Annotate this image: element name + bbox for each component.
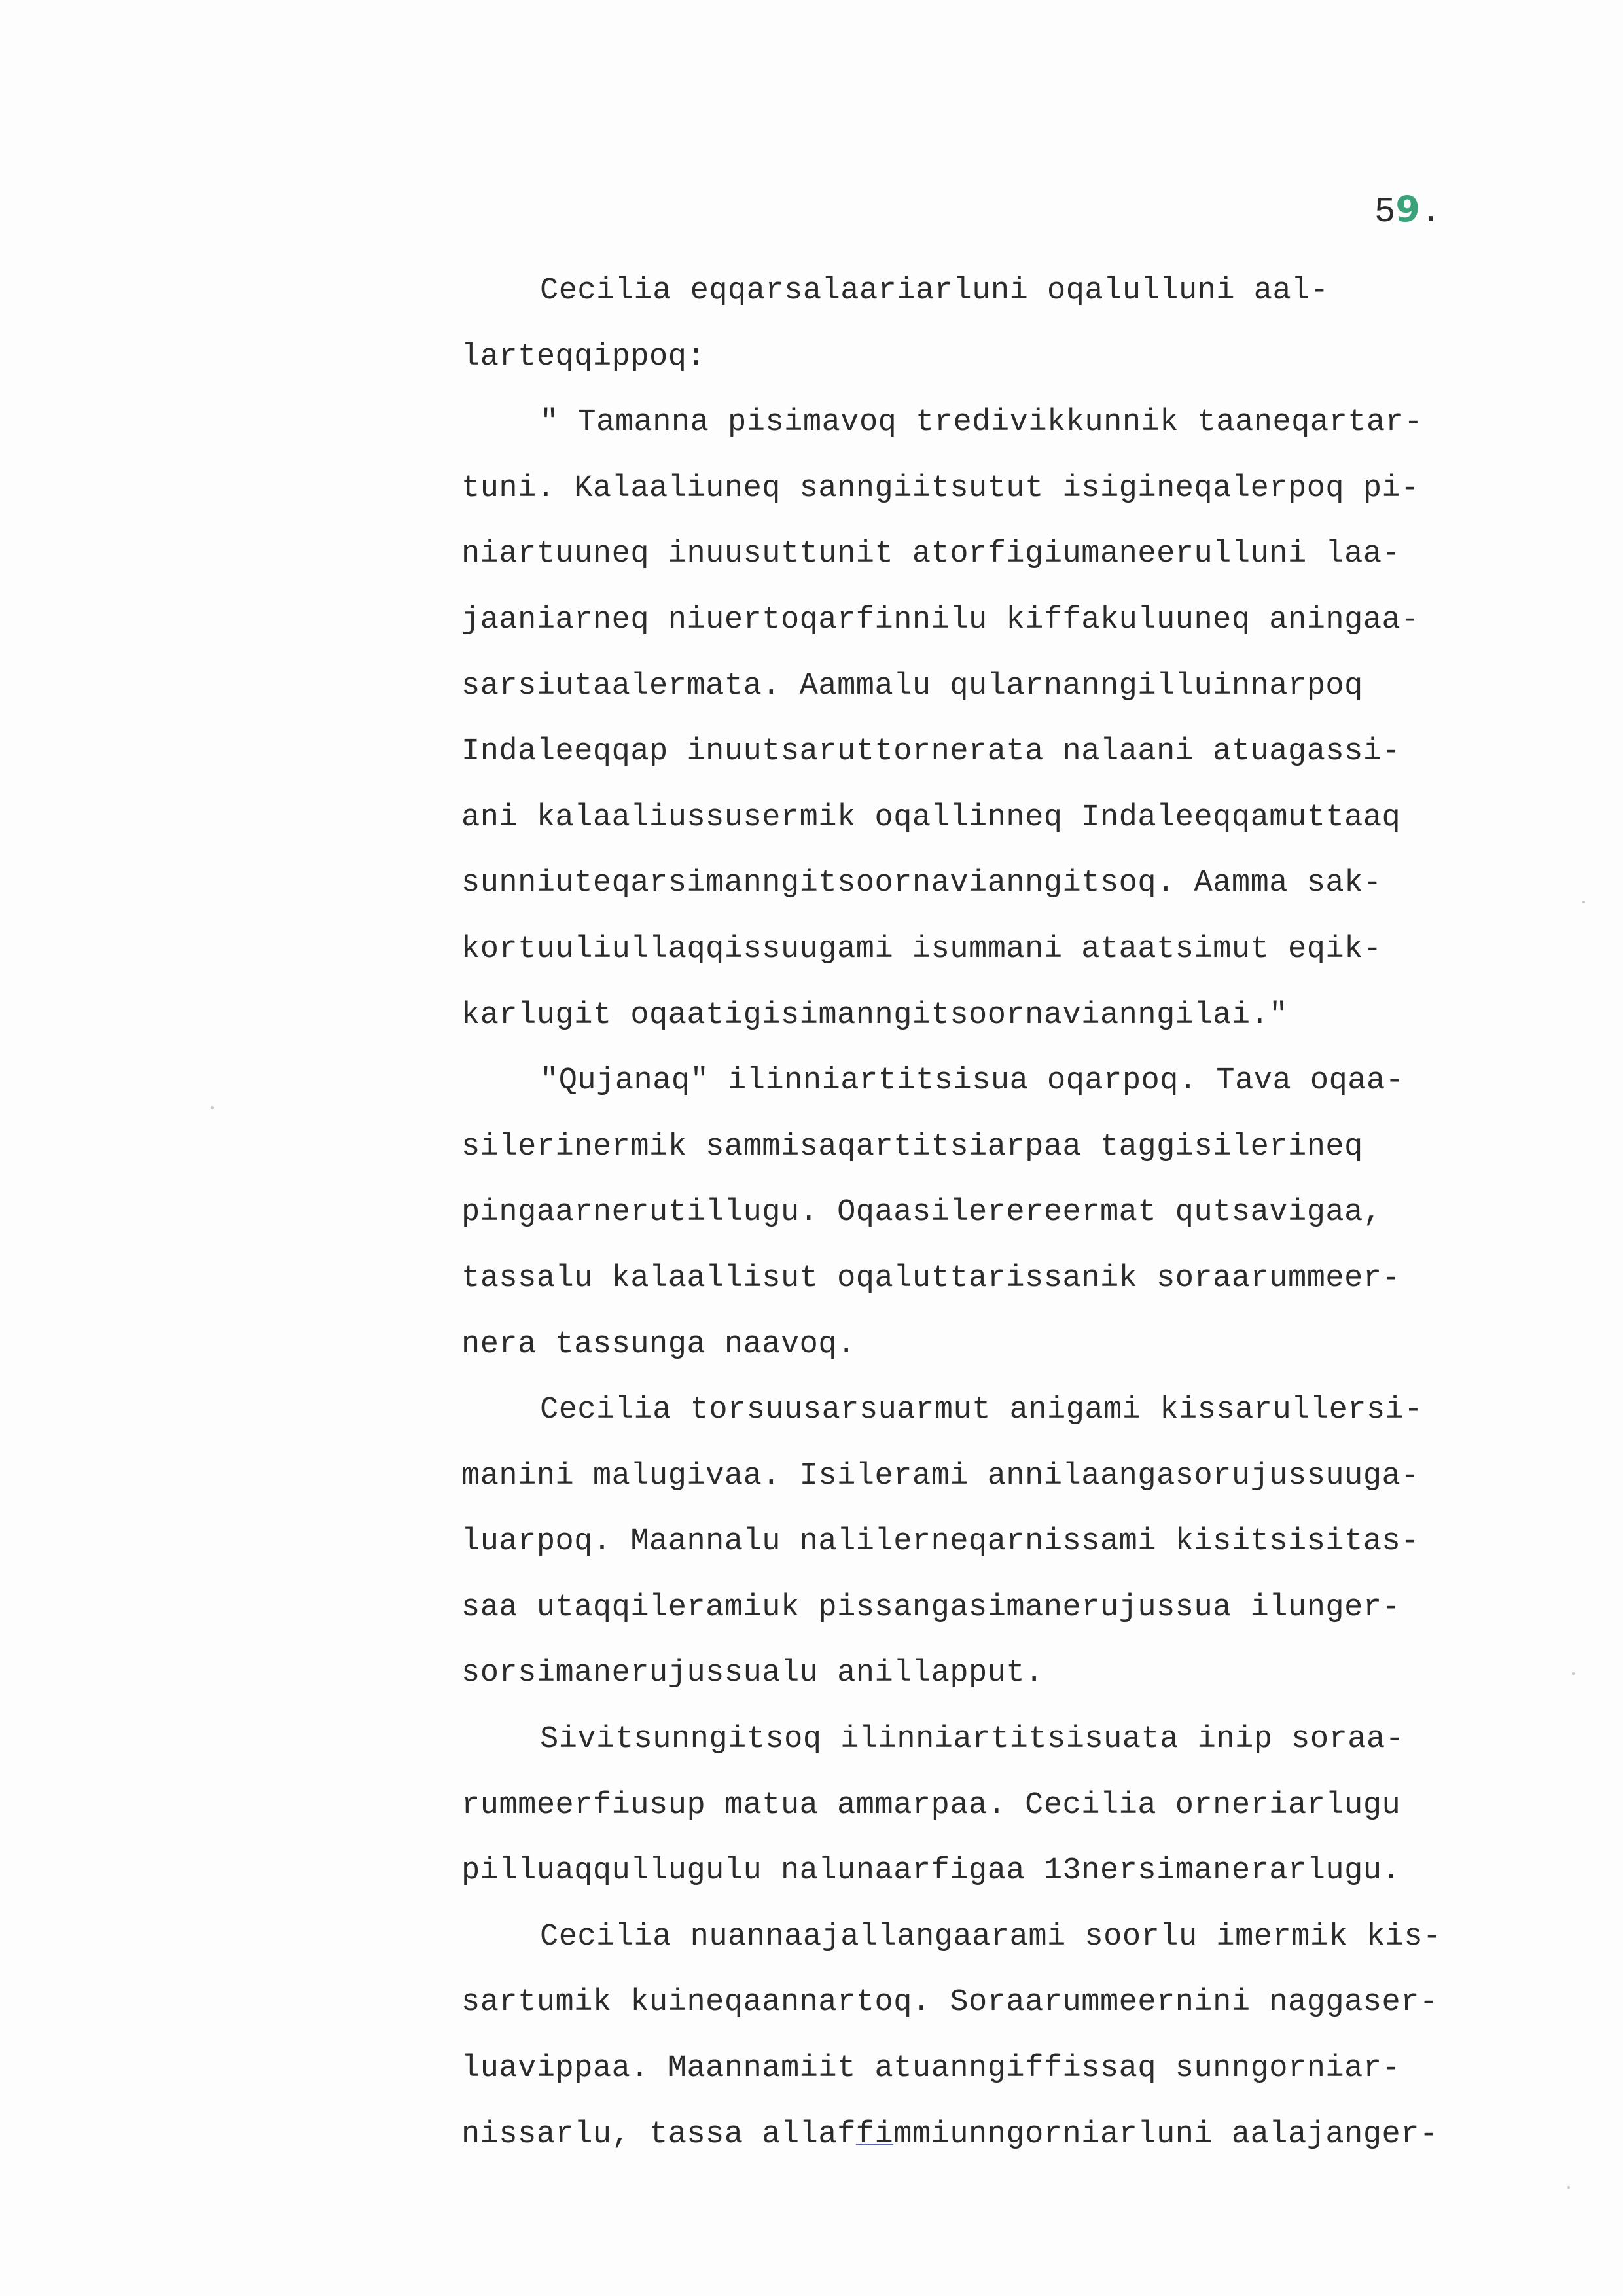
- page-number-typed: 5: [1374, 192, 1396, 232]
- text-line: silerinermik sammisaqartitsiarpaa taggisilerineq: [461, 1129, 1363, 1164]
- scan-speck: [211, 1106, 214, 1109]
- text-line: Cecilia torsuusarsuarmut anigami kissarullersi-: [540, 1393, 1423, 1428]
- text-line: sunniuteqarsimanngitsoornavianngitsoq. Aamma sak-: [461, 866, 1382, 901]
- page-number-handwritten: 9: [1395, 188, 1420, 230]
- text-line: saa utaqqileramiuk pissangasimanerujussua ilunger-: [461, 1590, 1401, 1625]
- text-line-last: [461, 2102, 1574, 2168]
- text-line: sartumik kuineqaannartoq. Soraarummeernini naggaser-: [461, 1985, 1438, 2020]
- page-number-suffix: .: [1419, 192, 1442, 232]
- text-line: ani kalaaliussusermik oqallinneq Indaleeqqamuttaaq: [461, 800, 1401, 835]
- text-line: " Tamanna pisimavoq tredivikkunnik taaneqartar-: [540, 405, 1423, 440]
- text-line: tuni. Kalaaliuneq sanngiitsutut isigineqalerpoq pi-: [461, 471, 1419, 506]
- scan-speck: [1582, 901, 1585, 903]
- text-line: karlugit oqaatigisimanngitsoornavianngilai.": [461, 997, 1289, 1033]
- text-line: jaaniarneq niuertoqarfinnilu kiffakuluuneq aningaa-: [461, 602, 1419, 637]
- text-line: "Qujanaq" ilinniartitsisua oqarpoq. Tava oqaa-: [540, 1064, 1404, 1099]
- text-line: Indaleeqqap inuutsaruttornerata nalaani atuagassi-: [461, 734, 1401, 770]
- text-line: pingaarnerutillugu. Oqaasilerereermat qutsavigaa,: [461, 1195, 1382, 1230]
- text-line: sorsimanerujussualu anillapput.: [461, 1656, 1044, 1691]
- handwritten-underline-mark: fi: [855, 2117, 894, 2152]
- text-line: sarsiutaalermata. Aammalu qularnanngilluinnarpoq: [461, 668, 1363, 704]
- text-line: kortuuliullaqqissuugami isummani ataatsimut eqik-: [461, 931, 1382, 967]
- text-line: tassalu kalaallisut oqaluttarissanik soraarummeer-: [461, 1261, 1401, 1296]
- text-line: luavippaa. Maannamiit atuanngiffissaq sunngorniar-: [461, 2051, 1401, 2087]
- text-line: Cecilia nuannaajallangaarami soorlu imermik kis-: [540, 1919, 1442, 1954]
- text-line: niartuuneq inuusuttunit atorfigiumaneerulluni laa-: [461, 537, 1401, 572]
- text-line: luarpoq. Maannalu nalilerneqarnissami kisitsisitas-: [461, 1524, 1419, 1560]
- text-fragment: mmiunngorniarluni aalajanger-: [893, 2117, 1438, 2152]
- scan-speck: [1572, 1672, 1575, 1675]
- text-line: Cecilia eqqarsalaariarluni oqalulluni aal-: [540, 274, 1329, 308]
- text-fragment: nissarlu, tassa allaf: [461, 2117, 856, 2152]
- text-line: larteqqippoq:: [461, 339, 706, 374]
- page-number: [1374, 190, 1441, 232]
- text-line: Sivitsunngitsoq ilinniartitsisuata inip soraa-: [540, 1722, 1404, 1757]
- text-line: manini malugivaa. Isilerami annilaangasorujussuuga-: [461, 1458, 1419, 1494]
- text-line: nera tassunga naavoq.: [461, 1327, 856, 1362]
- text-line: pilluaqqullugulu nalunaarfigaa 13nersimanerarlugu.: [461, 1854, 1401, 1889]
- typewritten-text: [461, 259, 1574, 2168]
- text-line: rummeerfiusup matua ammarpaa. Cecilia orneriarlugu: [461, 1787, 1401, 1823]
- scan-speck: [1567, 2186, 1570, 2189]
